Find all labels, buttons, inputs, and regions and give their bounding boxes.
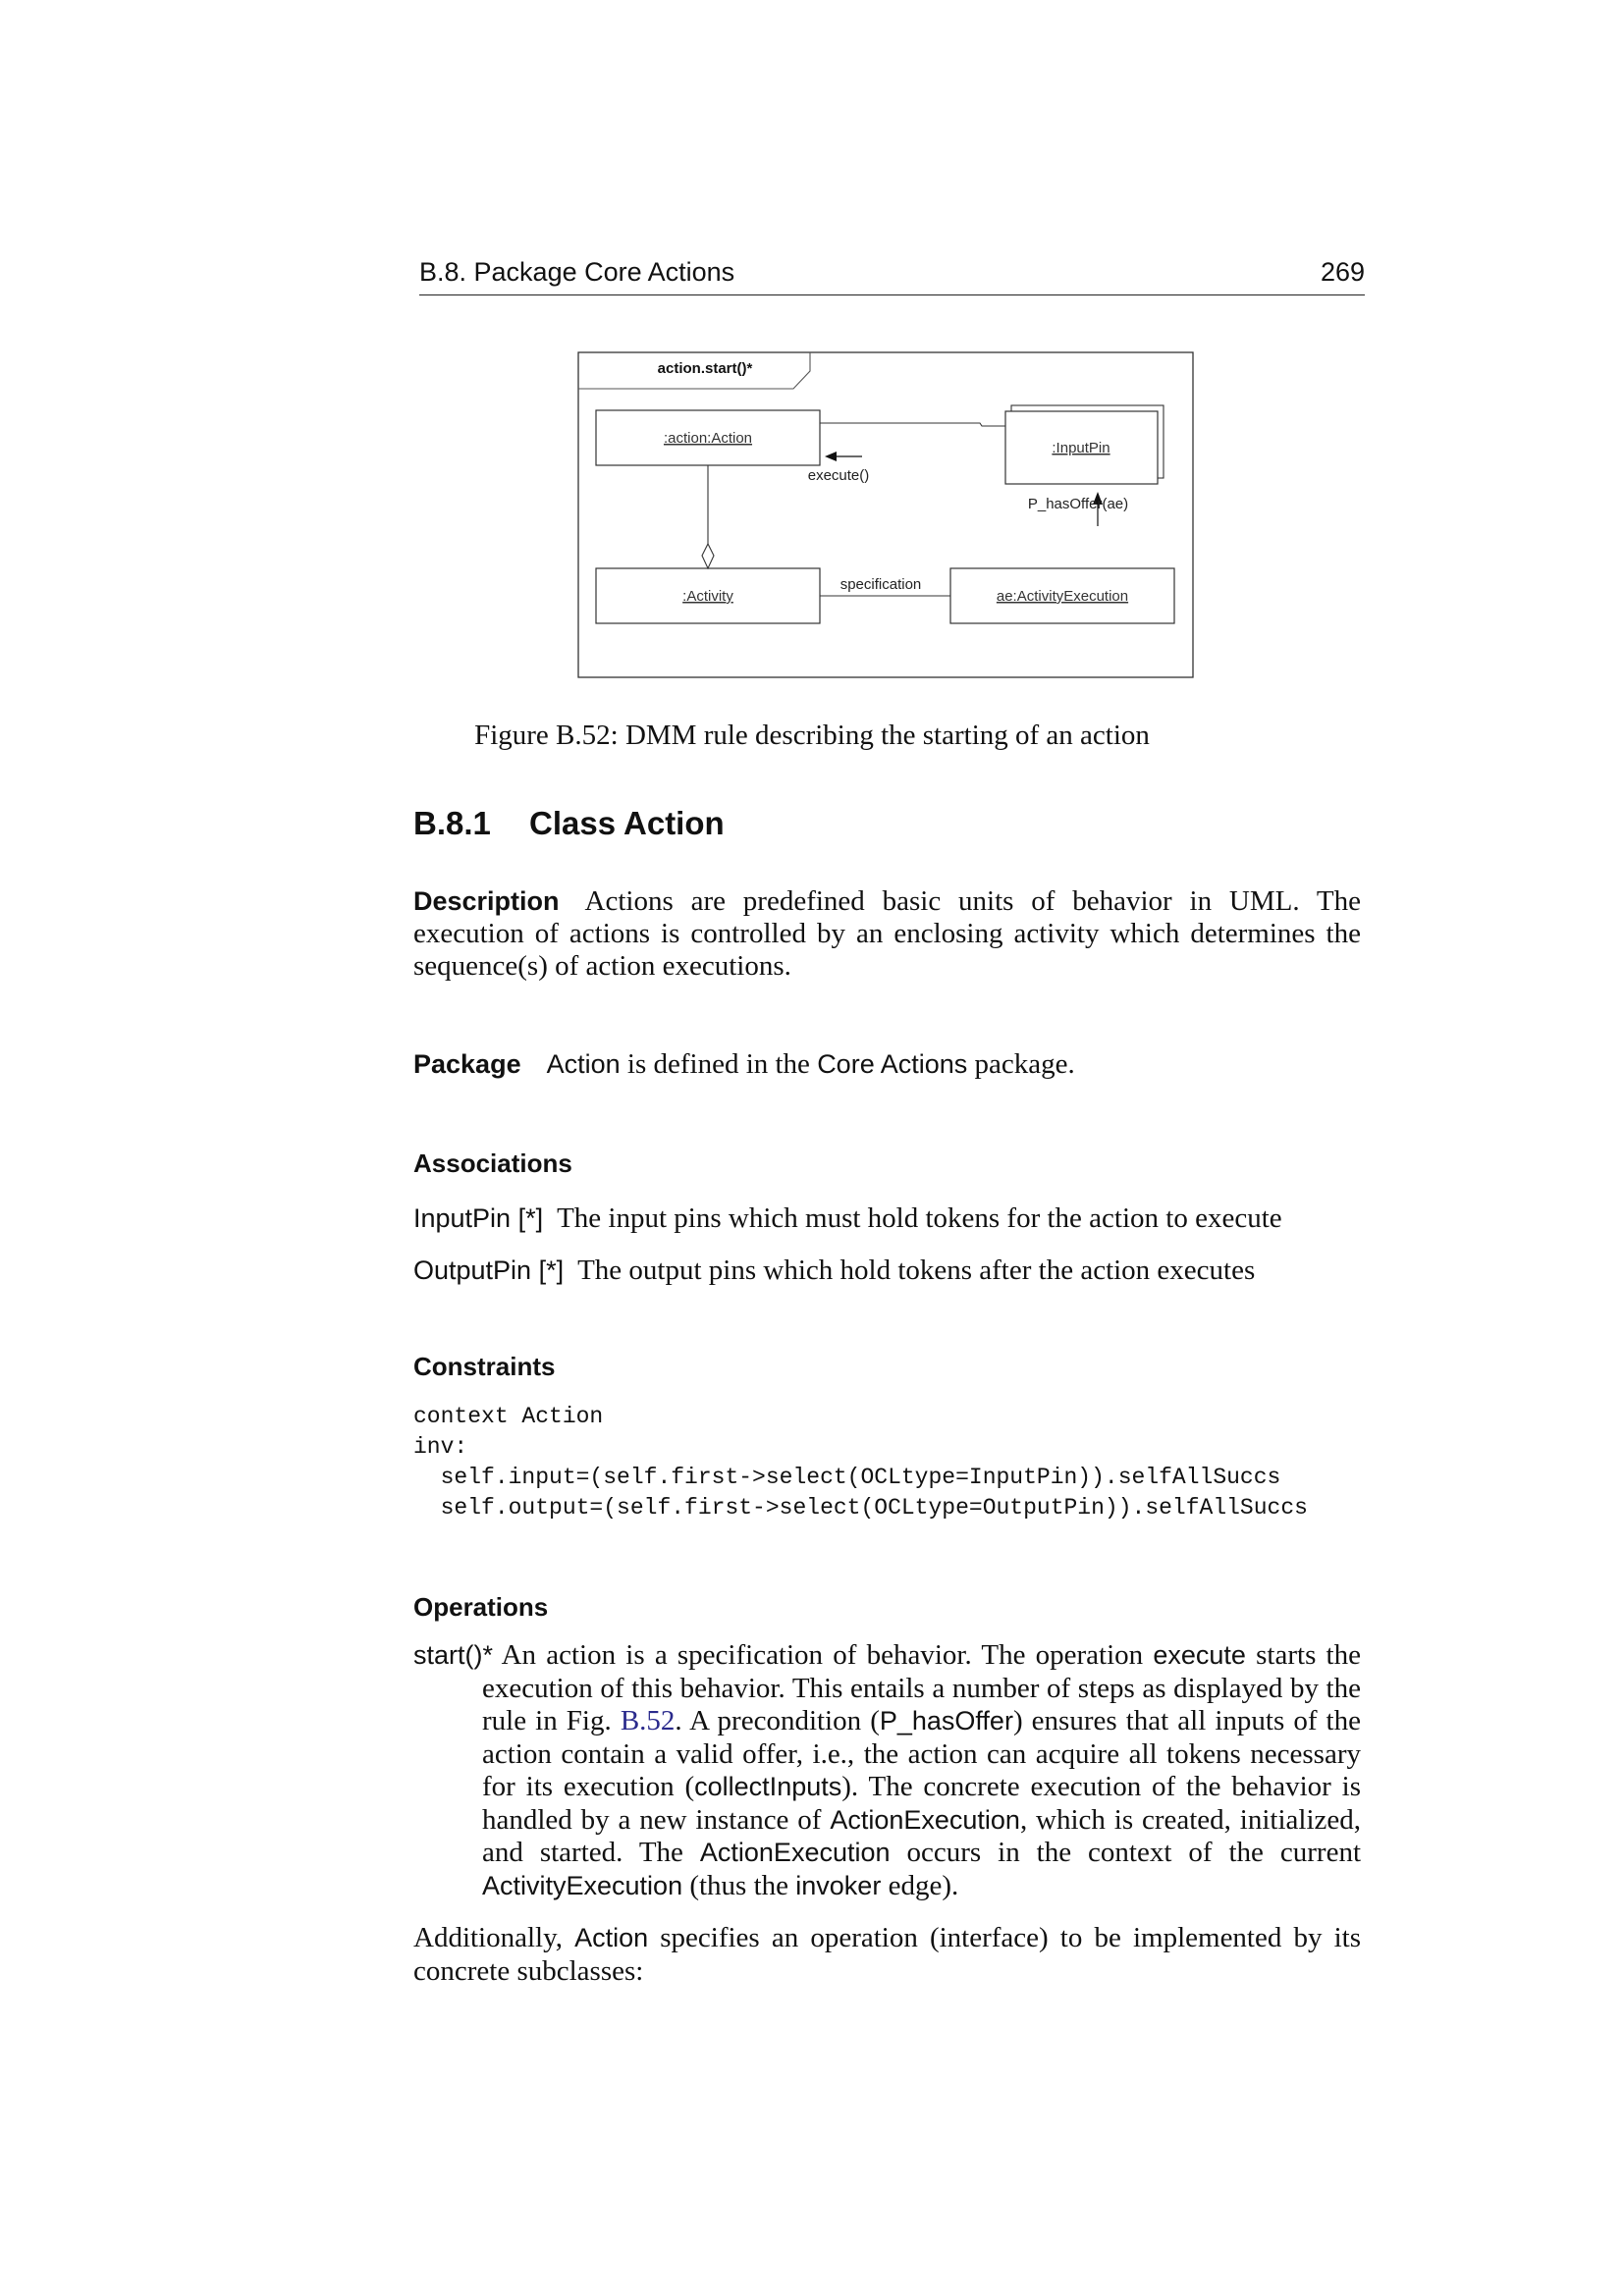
dmm-rule-diagram bbox=[577, 351, 1194, 679]
additional-text: specifies an operation (interface) to be implemented by its concrete subclasses: bbox=[413, 1922, 1361, 1987]
section-heading bbox=[413, 805, 725, 842]
ocl-constraint-code bbox=[413, 1402, 1308, 1523]
package-paragraph bbox=[413, 1048, 1361, 1081]
association-text-outputpin: The output pins which hold tokens after the action executes bbox=[577, 1255, 1256, 1286]
operation-start bbox=[413, 1639, 1361, 1902]
diagram-frame bbox=[578, 352, 1193, 677]
additional-text: Additionally, bbox=[413, 1922, 575, 1953]
execute-arrow-head bbox=[825, 452, 837, 461]
package-head: Package bbox=[413, 1049, 521, 1079]
op-text: . A precondition ( bbox=[675, 1705, 880, 1736]
section-number: B.8.1 bbox=[413, 805, 491, 841]
figure-reference-link[interactable]: B.52 bbox=[620, 1705, 676, 1736]
package-text-mid: is defined in the bbox=[620, 1048, 818, 1080]
op-text: ). The concrete execution of the behavior is handled by a new instance of bbox=[482, 1771, 1361, 1836]
package-text-end: package. bbox=[967, 1048, 1075, 1080]
page-number: 269 bbox=[1320, 257, 1365, 287]
associations-head: Associations bbox=[413, 1148, 572, 1178]
additional-paragraph bbox=[413, 1922, 1361, 1988]
code-line: self.output=(self.first->select(OCLtype=OutputPin)).selfAllSuccs bbox=[413, 1495, 1308, 1521]
aggregation-diamond bbox=[702, 544, 714, 568]
frame-title: action.start()* bbox=[657, 360, 753, 377]
description-head: Description bbox=[413, 886, 560, 916]
description-text: Actions are predefined basic units of behavior in UML. The execution of actions is controlled by an enclosing activity which determines the sequence(s) of action executions. bbox=[413, 885, 1361, 982]
node-activity-label: :Activity bbox=[682, 588, 733, 605]
op-term-activityexecution: ActivityExecution bbox=[482, 1870, 683, 1900]
running-head-section: B.8. Package Core Actions bbox=[419, 257, 735, 287]
op-text: occurs in the context of the current bbox=[890, 1837, 1362, 1868]
op-term-hasoffer: P_hasOffer bbox=[879, 1706, 1013, 1735]
node-activityexecution-label: ae:ActivityExecution bbox=[996, 588, 1129, 605]
association-item bbox=[413, 1255, 1255, 1287]
association-term-outputpin: OutputPin [*] bbox=[413, 1255, 565, 1285]
package-term-core-actions: Core Actions bbox=[817, 1049, 968, 1079]
running-head bbox=[419, 257, 1365, 295]
association-text-inputpin: The input pins which must hold tokens for the action to execute bbox=[557, 1202, 1282, 1234]
operations-body bbox=[413, 1639, 1361, 1988]
op-term-actionexecution: ActionExecution bbox=[830, 1804, 1020, 1835]
op-text: edge). bbox=[881, 1869, 959, 1901]
operations-head: Operations bbox=[413, 1592, 549, 1622]
op-term-invoker: invoker bbox=[795, 1870, 882, 1900]
op-text: , which is created, initialized, and started. The bbox=[482, 1803, 1361, 1868]
node-inputpin-label: :InputPin bbox=[1052, 440, 1110, 456]
op-text: (thus the bbox=[682, 1869, 796, 1901]
edge-action-inputpin bbox=[820, 423, 1005, 426]
edge-label-execute: execute() bbox=[807, 467, 870, 484]
figure-caption: Figure B.52: DMM rule describing the starting of an action bbox=[474, 720, 1150, 751]
edge-label-specification: specification bbox=[839, 576, 922, 593]
op-term-actionexecution: ActionExecution bbox=[699, 1838, 891, 1867]
op-text: starts the execution of this behavior. This entails a number of steps as displayed by the rule in Fig. bbox=[482, 1639, 1361, 1736]
description-paragraph bbox=[413, 885, 1361, 983]
code-line: inv: bbox=[413, 1434, 468, 1460]
op-text: ) ensures that all inputs of the action contain a valid offer, i.e., the action can acquire all tokens necessary for its execution ( bbox=[482, 1705, 1361, 1802]
code-line: context Action bbox=[413, 1404, 604, 1429]
operation-name: start()* bbox=[413, 1640, 493, 1670]
op-term-collectinputs: collectInputs bbox=[694, 1772, 842, 1801]
op-term-execute: execute bbox=[1153, 1640, 1246, 1670]
node-action-label: :action:Action bbox=[663, 430, 753, 447]
op-text: An action is a specification of behavior. The operation bbox=[493, 1639, 1154, 1671]
code-line: self.input=(self.first->select(OCLtype=InputPin)).selfAllSuccs bbox=[413, 1465, 1281, 1490]
edge-label-hasoffer: P_hasOffer(ae) bbox=[1027, 496, 1129, 512]
association-item bbox=[413, 1202, 1282, 1235]
association-term-inputpin: InputPin [*] bbox=[413, 1203, 544, 1233]
additional-term-action: Action bbox=[574, 1923, 649, 1952]
section-title: Class Action bbox=[529, 805, 725, 841]
constraints-head: Constraints bbox=[413, 1352, 556, 1381]
package-term-action: Action bbox=[546, 1049, 621, 1079]
